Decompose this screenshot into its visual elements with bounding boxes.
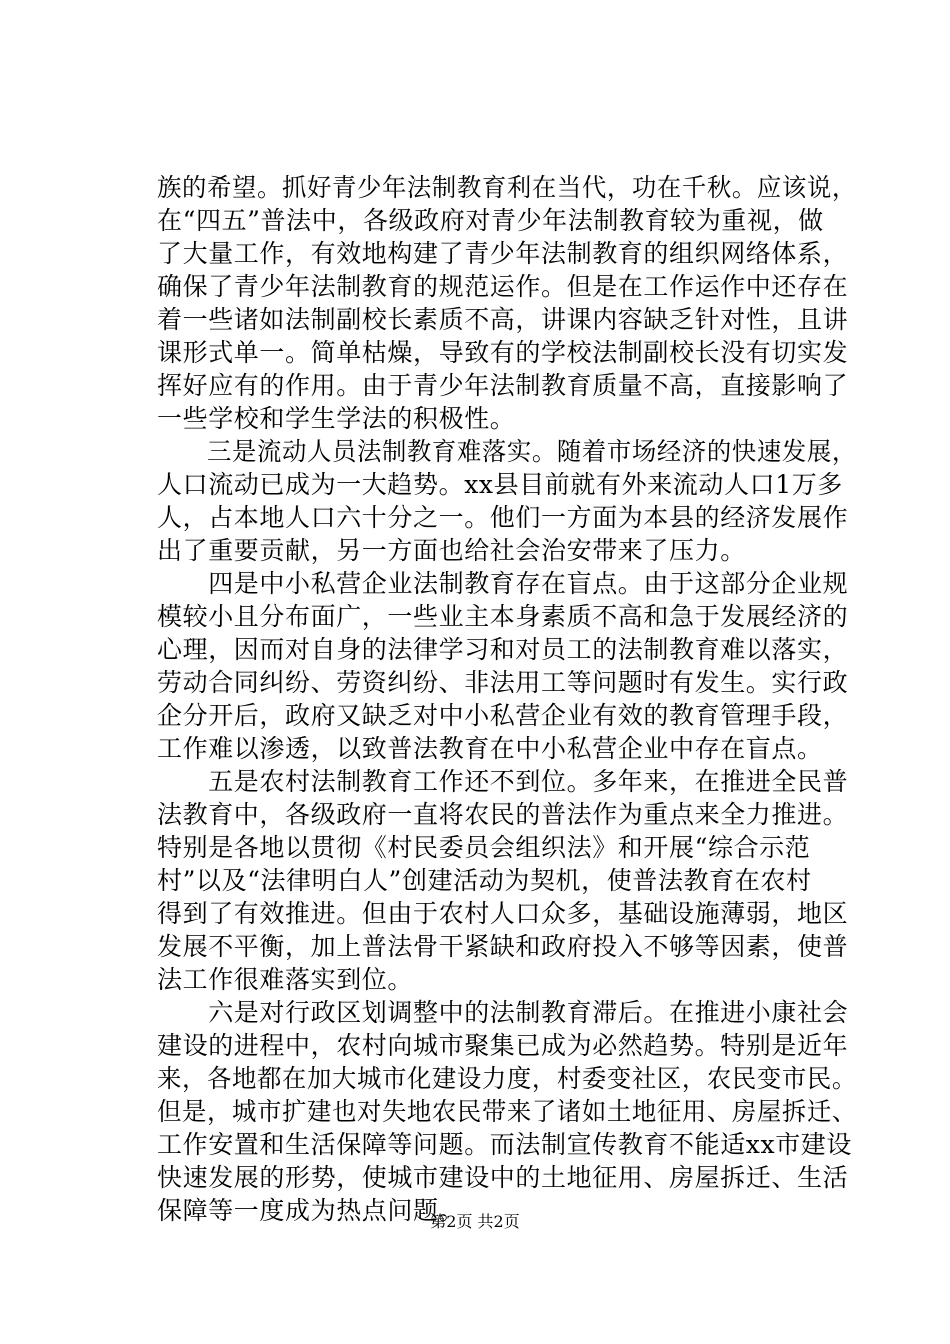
paragraph-start-line: 三是流动人员法制教育难落实。随着市场经济的快速发展，: [157, 437, 857, 466]
text-line: 企分开后，政府又缺乏对中小私营企业有效的教育管理手段，: [157, 701, 849, 730]
text-line: 心理，因而对自身的法律学习和对员工的法制教育难以落实，: [157, 635, 849, 664]
text-line: 保障等一度成为热点问题。: [157, 1196, 465, 1225]
text-line: 工作难以渗透，以致普法教育在中小私营企业中存在盲点。: [157, 734, 823, 763]
text-line: 发展不平衡，加上普法骨干紧缺和政府投入不够等因素，使普: [157, 932, 849, 961]
text-line: 法工作很难落实到位。: [157, 965, 414, 994]
text-line: 着一些诸如法制副校长素质不高，讲课内容缺乏针对性，且讲: [157, 305, 849, 334]
text-line: 法教育中，各级政府一直将农民的普法作为重点来全力推进。: [157, 800, 849, 829]
text-line: 在“四五”普法中，各级政府对青少年法制教育较为重视，做: [157, 206, 824, 235]
text-line: 人口流动已成为一大趋势。xx县目前就有外来流动人口1万多: [157, 470, 843, 499]
text-line: 课形式单一。简单枯燥，导致有的学校法制副校长没有切实发: [157, 338, 849, 367]
text-line: 得到了有效推进。但由于农村人口众多，基础设施薄弱，地区: [157, 899, 849, 928]
text-line: 出了重要贡献，另一方面也给社会治安带来了压力。: [157, 536, 746, 565]
text-line: 但是，城市扩建也对失地农民带来了诸如土地征用、房屋拆迁、: [157, 1097, 857, 1126]
text-line: 挥好应有的作用。由于青少年法制教育质量不高，直接影响了: [157, 371, 849, 400]
text-line: 劳动合同纠纷、劳资纠纷、非法用工等问题时有发生。实行政: [157, 668, 849, 697]
text-line: 快速发展的形势，使城市建设中的土地征用、房屋拆迁、生活: [157, 1163, 849, 1192]
text-line: 特别是各地以贯彻《村民委员会组织法》和开展“综合示范: [157, 833, 811, 862]
paragraph-start-line: 六是对行政区划调整中的法制教育滞后。在推进小康社会: [157, 998, 849, 1027]
text-line: 确保了青少年法制教育的规范运作。但是在工作运作中还存在: [157, 272, 849, 301]
paragraph-start-line: 四是中小私营企业法制教育存在盲点。由于这部分企业规: [157, 569, 849, 598]
text-line: 模较小且分布面广，一些业主本身素质不高和急于发展经济的: [157, 602, 849, 631]
text-line: 来，各地都在加大城市化建设力度，村委变社区，农民变市民。: [157, 1064, 857, 1093]
text-line: 族的希望。抓好青少年法制教育利在当代，功在千秋。应该说，: [157, 173, 857, 202]
text-line: 村”以及“法律明白人”创建活动为契机，使普法教育在农村: [157, 866, 812, 895]
text-line: 工作安置和生活保障等问题。而法制宣传教育不能适xx市建设: [157, 1130, 853, 1159]
page-number-footer: 第2页 共2页: [430, 1212, 520, 1231]
text-line: 一些学校和学生学法的积极性。: [157, 404, 516, 433]
text-line: 了大量工作，有效地构建了青少年法制教育的组织网络体系，: [157, 239, 849, 268]
text-line: 建设的进程中，农村向城市聚集已成为必然趋势。特别是近年: [157, 1031, 849, 1060]
paragraph-start-line: 五是农村法制教育工作还不到位。多年来，在推进全民普: [157, 767, 849, 796]
text-line: 人，占本地人口六十分之一。他们一方面为本县的经济发展作: [157, 503, 849, 532]
